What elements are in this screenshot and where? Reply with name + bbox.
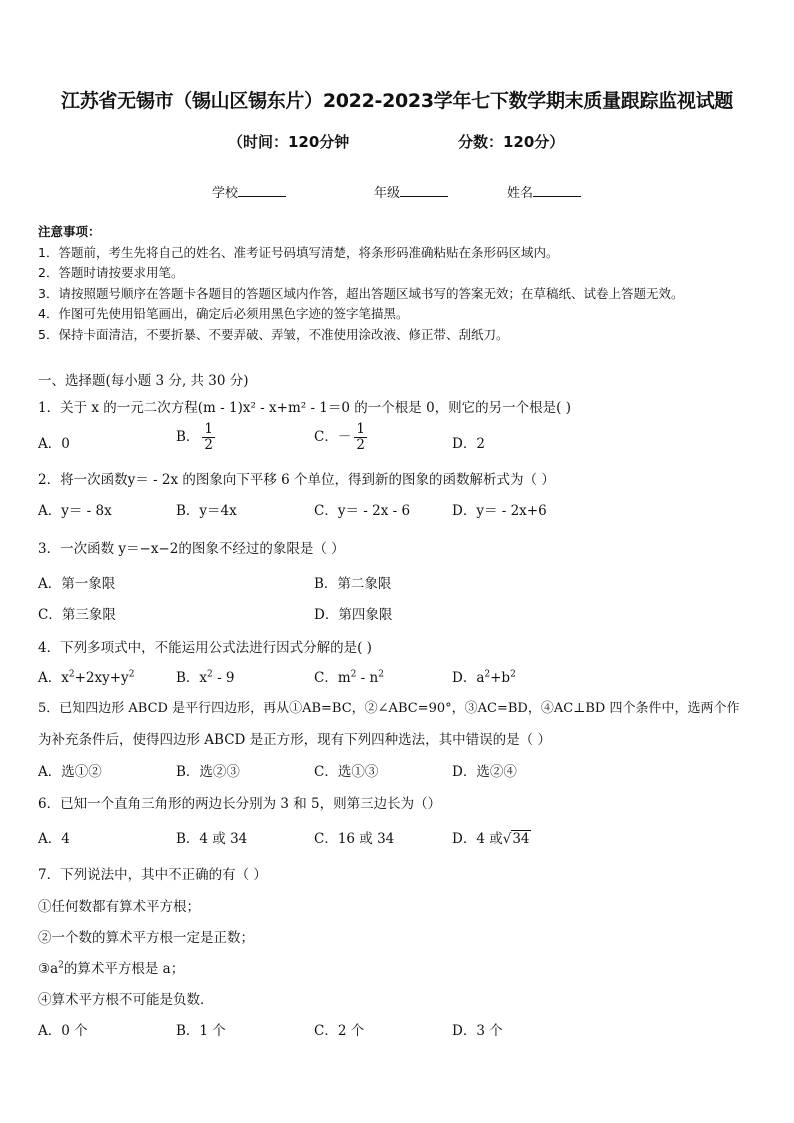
grade-blank[interactable] [400,184,448,197]
q7-s3-text: ③a [38,961,59,977]
q3-stem: 3．一次函数 y＝−x−2的图象不经过的象限是（ ） [38,541,345,557]
exponent: 2 [128,669,135,680]
q7-option-d[interactable]: D．3 个 [452,1023,503,1039]
q4-b-text: - 9 [212,670,235,686]
sqrt-radicand: 34 [512,831,530,847]
q1-stem: 1．关于 x 的一元二次方程(m - 1)x² - x+m² - 1＝0 的一个根是 0，则它的另一个根是( ) [38,400,571,416]
q6-option-a[interactable]: A．4 [38,831,70,847]
exponent: 2 [350,669,357,680]
q7-stem: 7．下列说法中，其中不正确的有（ ） [38,867,267,883]
q7-option-c[interactable]: C．2 个 [314,1023,365,1039]
q5-option-c[interactable]: C．选①③ [314,764,379,780]
q1-c-prefix: C．－ [314,429,352,445]
q7-option-b[interactable]: B．1 个 [176,1023,226,1039]
notes-block [38,222,683,345]
section-heading: 一、选择题(每小题 3 分, 共 30 分) [38,373,249,389]
q2-option-a[interactable]: A．y＝ - 8x [38,503,112,519]
exam-score: 分数：120分） [458,133,565,151]
q7-statement-3 [38,957,184,977]
q4-a-text: +2xy+y [74,670,129,686]
notes-item: 4．作图可先使用铅笔画出，确定后必须用黑色字迹的签字笔描黑。 [38,306,409,321]
q2-stem: 2．将一次函数y＝ - 2x 的图象向下平移 6 个单位，得到新的图象的函数解析式为（ ） [38,472,555,488]
exponent: 2 [58,960,64,971]
grade-label: 年级 [374,186,401,201]
q4-c-text: - n [356,670,379,686]
q4-b-text: B．x [176,670,208,686]
notes-item: 2．答题时请按要求用笔。 [38,265,184,280]
exponent: 2 [207,669,213,680]
q4-a-text: A．x [38,670,69,686]
exponent: 2 [68,669,75,680]
q1-option-c[interactable] [314,422,367,453]
q5-option-b[interactable]: B．选②③ [176,764,240,780]
q4-option-c[interactable] [314,666,384,686]
q4-option-a[interactable] [38,666,134,686]
exponent: 2 [484,669,491,680]
q1-option-a[interactable]: A．0 [38,436,70,452]
name-label: 姓名 [507,186,534,201]
q3-option-d[interactable]: D．第四象限 [314,607,393,623]
q5-stem-line2: 为补充条件后，使得四边形 ABCD 是正方形，现有下列四种选法，其中错误的是（ ） [38,732,551,748]
q4-c-text: C．m [314,670,351,686]
q7-statement-1: ①任何数都有算术平方根； [38,899,200,915]
q1-option-d[interactable]: D．2 [452,436,485,452]
q5-option-a[interactable]: A．选①② [38,764,102,780]
q7-statement-4: ④算术平方根不可能是负数． [38,992,214,1008]
school-field [212,182,286,201]
notes-item: 3．请按照题号顺序在答题卡各题目的答题区域内作答，超出答题区域书写的答案无效；在草稿纸、试卷上答题无效。 [38,285,684,301]
exam-time: （时间：120分钟 [228,133,350,151]
fraction-denominator: 2 [204,437,214,453]
q3-option-b[interactable]: B．第二象限 [314,576,392,592]
q6-option-d[interactable] [452,827,531,847]
q2-option-d[interactable]: D．y＝ - 2x+6 [452,503,547,519]
q4-d-text: D．a [452,670,485,686]
fraction-denominator: 2 [356,437,365,453]
q5-option-d[interactable]: D．选②④ [452,764,517,780]
q4-d-text: +b [490,670,511,686]
notes-item: 1．答题前，考生先将自己的姓名、准考证号码填写清楚，将条形码准确粘贴在条形码区域内。 [38,244,559,260]
q1-b-prefix: B． [176,429,200,445]
q1-c-fraction [354,422,367,453]
q6-d-text: D．4 或 [452,831,503,847]
grade-field [374,182,448,201]
school-label: 学校 [212,186,239,201]
q7-s3-text: 的算术平方根是 a； [63,961,185,977]
school-blank[interactable] [238,184,286,197]
q2-option-c[interactable]: C．y＝ - 2x - 6 [314,503,411,519]
sqrt-symbol: √34 [502,831,530,847]
name-field [507,182,581,201]
q4-option-d[interactable] [452,666,516,686]
q4-option-b[interactable] [176,666,235,686]
q3-option-c[interactable]: C．第三象限 [38,607,116,623]
exam-title: 江苏省无锡市（锡山区锡东片）2022-2023学年七下数学期末质量跟踪监视试题 [61,90,733,112]
exponent: 2 [378,669,384,680]
q5-stem-line1: 5．已知四边形 ABCD 是平行四边形，再从①AB=BC，②∠ABC=90°，③AC=BD，④AC⊥BD 四个条件中，选两个作 [38,701,740,716]
notes-title: 注意事项： [38,224,101,239]
q2-option-b[interactable]: B．y＝4x [176,503,237,519]
q6-option-b[interactable]: B．4 或 34 [176,831,248,847]
q7-statement-2: ②一个数的算术平方根一定是正数； [38,930,254,946]
q4-stem: 4．下列多项式中，不能运用公式法进行因式分解的是( ) [38,640,372,656]
q1-b-fraction [202,422,215,453]
q6-option-c[interactable]: C．16 或 34 [314,831,395,847]
fraction-numerator: 1 [356,421,365,437]
q3-option-a[interactable]: A．第一象限 [38,576,116,592]
notes-item: 5．保持卡面清洁，不要折暴、不要弄破、弄皱，不准使用涂改液、修正带、刮纸刀。 [38,326,509,342]
q6-stem: 6．已知一个直角三角形的两边长分别为 3 和 5，则第三边长为（） [38,796,442,812]
exponent: 2 [510,669,516,680]
fraction-numerator: 1 [204,421,214,437]
q1-option-b[interactable] [176,422,215,453]
name-blank[interactable] [533,184,581,197]
q7-option-a[interactable]: A．0 个 [38,1023,88,1039]
